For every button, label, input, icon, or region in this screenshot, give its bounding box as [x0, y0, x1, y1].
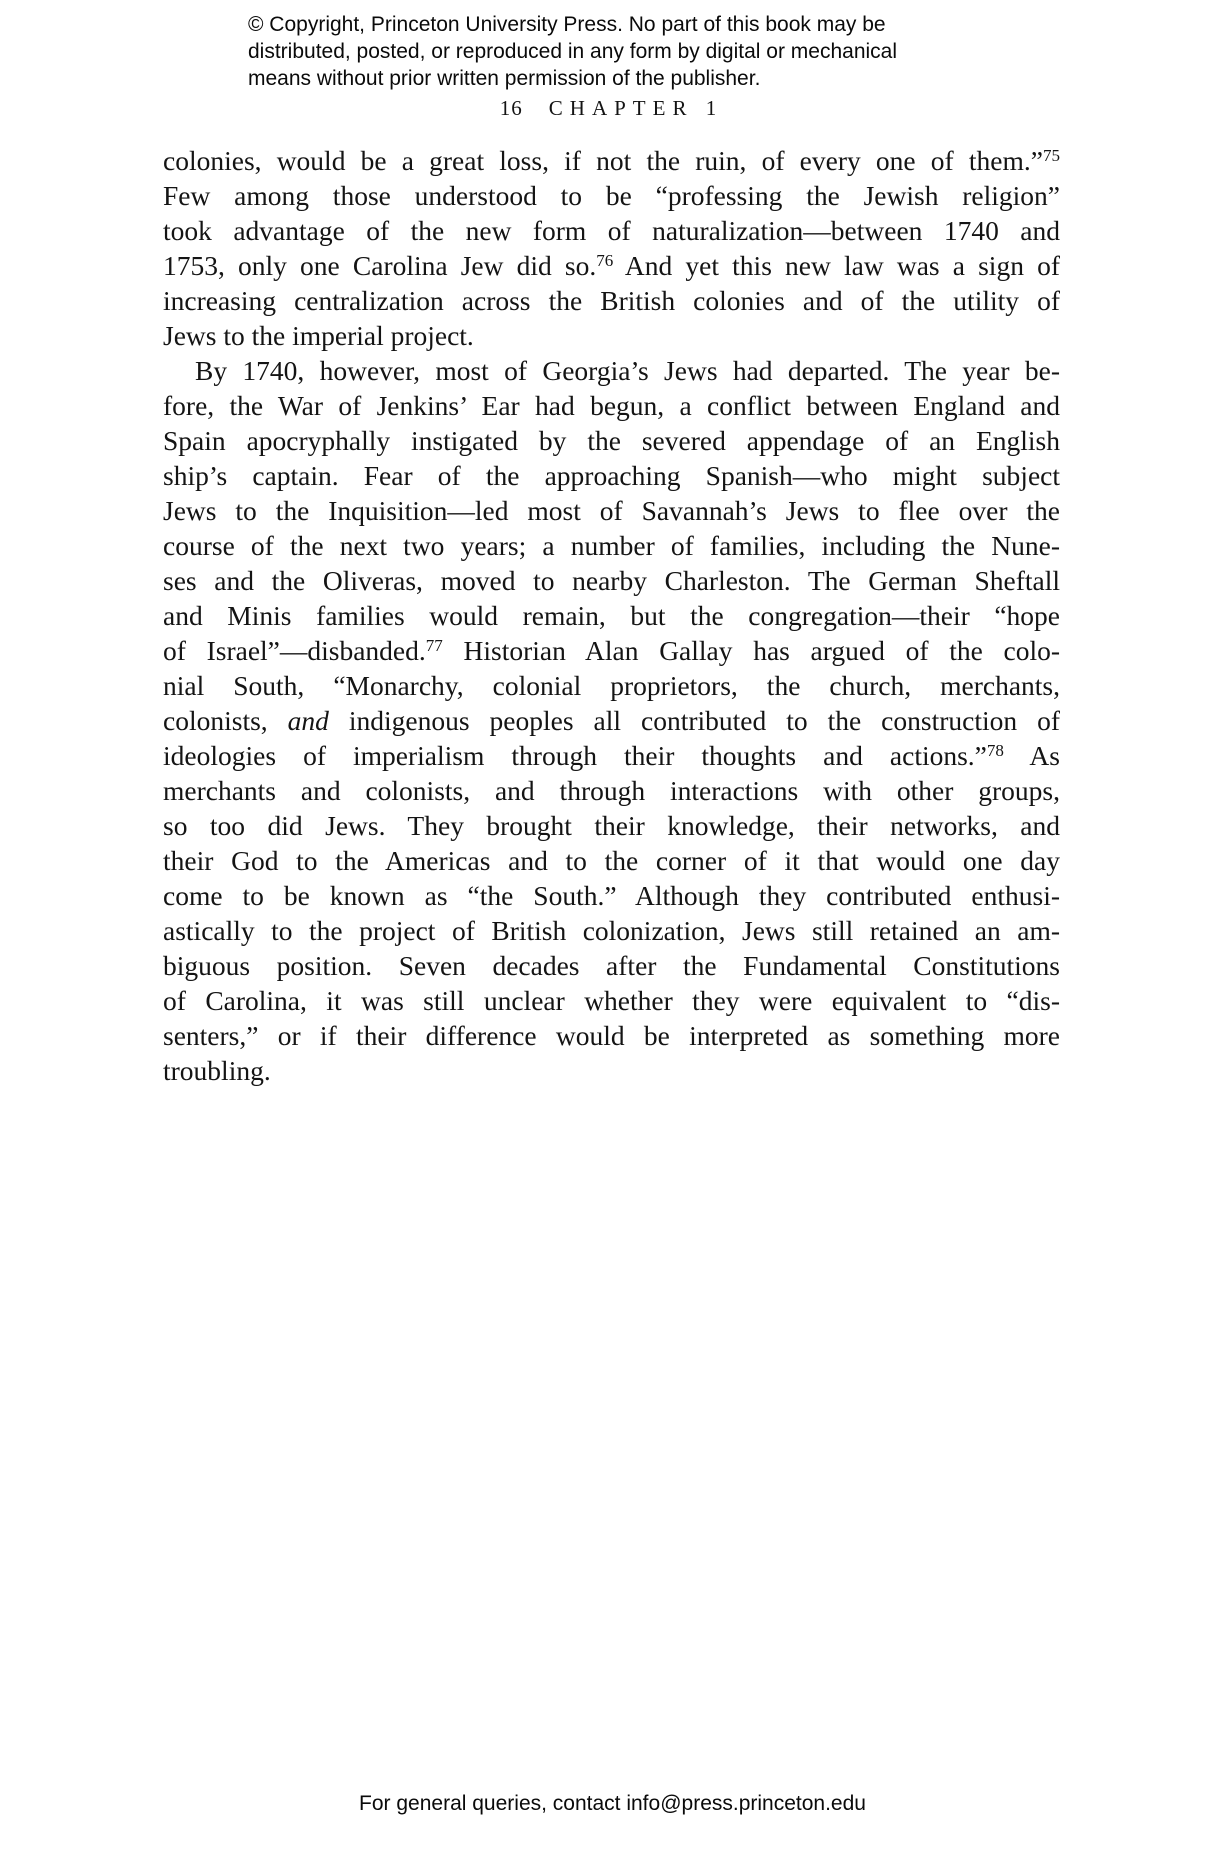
- text-line: [163, 388, 1060, 423]
- text-run: their God to the Americas and to the corner of it that would one day: [163, 845, 1060, 876]
- text-line: [163, 528, 1060, 563]
- text-run: astically to the project of British colonization, Jews still retained an am-: [163, 915, 1060, 946]
- text-run: Historian Alan Gallay has argued of the colo-: [442, 635, 1060, 666]
- text-run: And yet this new law was a sign of: [613, 250, 1060, 281]
- text-run: merchants and colonists, and through interactions with other groups,: [163, 775, 1060, 806]
- text-run: and Minis families would remain, but the congregation—their “hope: [163, 600, 1060, 631]
- text-run: fore, the War of Jenkins’ Ear had begun, a conflict between England and: [163, 390, 1060, 421]
- text-line: [163, 318, 1060, 353]
- text-run: ses and the Oliveras, moved to nearby Charleston. The German Sheftall: [163, 565, 1060, 596]
- text-line: [163, 458, 1060, 493]
- text-line: [163, 948, 1060, 983]
- text-line: [163, 1053, 1060, 1088]
- text-line: [163, 913, 1060, 948]
- text-line: [163, 633, 1060, 668]
- italic-text: and: [287, 705, 329, 736]
- text-run: Jews to the Inquisition—led most of Savannah’s Jews to flee over the: [163, 495, 1060, 526]
- text-line: [163, 668, 1060, 703]
- text-line: [163, 143, 1060, 178]
- text-run: course of the next two years; a number of families, including the Nune-: [163, 530, 1060, 561]
- footnote-reference: 76: [596, 251, 614, 271]
- text-line: [163, 283, 1060, 318]
- text-run: troubling.: [163, 1055, 271, 1086]
- text-line: [163, 703, 1060, 738]
- text-run: so too did Jews. They brought their knowledge, their networks, and: [163, 810, 1060, 841]
- text-run: As: [1003, 740, 1060, 771]
- copyright-notice: [248, 11, 897, 92]
- running-header: [163, 96, 1060, 121]
- text-line: [163, 773, 1060, 808]
- text-line: [163, 493, 1060, 528]
- text-line: [163, 598, 1060, 633]
- text-run: colonists,: [163, 705, 288, 736]
- text-run: nial South, “Monarchy, colonial proprietors, the church, merchants,: [163, 670, 1060, 701]
- copyright-line: means without prior written permission of the publisher.: [248, 67, 761, 90]
- text-run: By 1740, however, most of Georgia’s Jews had departed. The year be-: [195, 355, 1060, 386]
- text-line: [163, 738, 1060, 773]
- text-line: [163, 213, 1060, 248]
- text-line: [163, 563, 1060, 598]
- paragraph: [163, 353, 1060, 1088]
- text-run: come to be known as “the South.” Although they contributed enthusi-: [163, 880, 1060, 911]
- footer-queries-line: For general queries, contact info@press.princeton.edu: [359, 1792, 866, 1815]
- text-run: indigenous peoples all contributed to the construction of: [328, 705, 1060, 736]
- text-line: [163, 248, 1060, 283]
- text-run: Few among those understood to be “professing the Jewish religion”: [163, 180, 1060, 211]
- footnote-reference: 77: [425, 636, 443, 656]
- text-line: [163, 1018, 1060, 1053]
- text-run: increasing centralization across the British colonies and of the utility of: [163, 285, 1060, 316]
- footnote-reference: 78: [986, 741, 1004, 761]
- footnote-reference: 75: [1042, 146, 1060, 166]
- paragraph: [163, 143, 1060, 353]
- text-run: biguous position. Seven decades after the Fundamental Constitutions: [163, 950, 1060, 981]
- text-run: ship’s captain. Fear of the approaching Spanish—who might subject: [163, 460, 1060, 491]
- text-line: [163, 878, 1060, 913]
- text-line: [163, 178, 1060, 213]
- text-line: [163, 843, 1060, 878]
- text-run: colonies, would be a great loss, if not the ruin, of every one of them.”: [163, 145, 1043, 176]
- chapter-label: CHAPTER 1: [548, 96, 724, 120]
- text-run: of Carolina, it was still unclear whether they were equivalent to “dis-: [163, 985, 1060, 1016]
- text-line: [163, 808, 1060, 843]
- page-number: 16: [499, 96, 523, 120]
- text-run: of Israel”—disbanded.: [163, 635, 426, 666]
- text-line: [163, 983, 1060, 1018]
- text-run: Jews to the imperial project.: [163, 320, 474, 351]
- text-line: [163, 353, 1060, 388]
- text-run: Spain apocryphally instigated by the severed appendage of an English: [163, 425, 1060, 456]
- copyright-line: © Copyright, Princeton University Press. No part of this book may be: [248, 13, 886, 36]
- text-run: senters,” or if their difference would be interpreted as something more: [163, 1020, 1060, 1051]
- body-text: [163, 143, 1060, 1088]
- text-line: [163, 423, 1060, 458]
- text-run: took advantage of the new form of naturalization—between 1740 and: [163, 215, 1060, 246]
- copyright-line: distributed, posted, or reproduced in any form by digital or mechanical: [248, 40, 898, 63]
- text-run: 1753, only one Carolina Jew did so.: [163, 250, 597, 281]
- text-run: ideologies of imperialism through their thoughts and actions.”: [163, 740, 987, 771]
